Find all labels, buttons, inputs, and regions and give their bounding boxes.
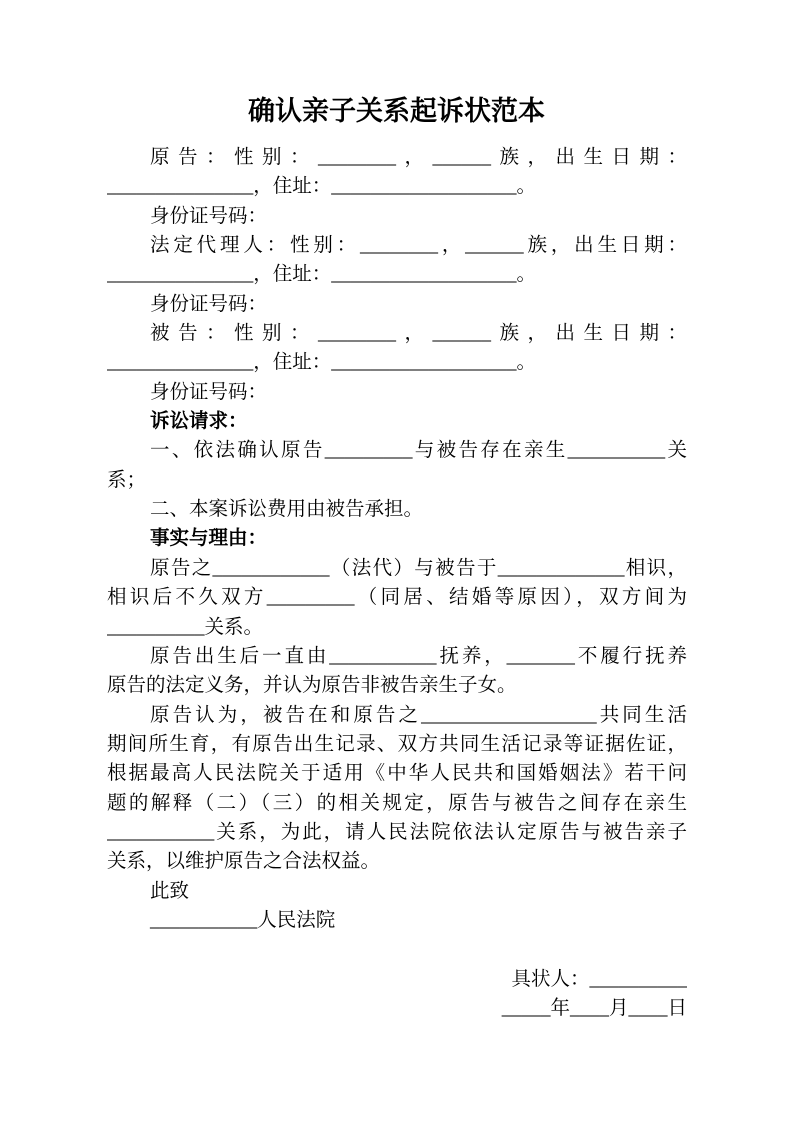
claim-line: 二、本案诉讼费用由被告承担。 xyxy=(150,499,424,521)
claims-heading: 诉讼请求： xyxy=(150,411,248,433)
facts-line: ___________关系，为此，请人民法院依法认定原告与被告亲子 xyxy=(107,821,687,843)
facts-line: 关系，以维护原告之合法权益。 xyxy=(107,851,381,873)
facts-line: 题的解释（二）（三）的相关规定，原告与被告之间存在亲生 xyxy=(107,792,687,814)
signature-petitioner: 具状人：__________ xyxy=(511,968,687,990)
facts-line: 期间所生育，有原告出生记录、双方共同生活记录等证据佐证， xyxy=(107,733,687,755)
agent-id-line: 身份证号码： xyxy=(150,293,268,315)
facts-line: __________关系。 xyxy=(107,616,264,638)
document-title: 确认亲子关系起诉状范本 xyxy=(248,96,545,127)
defendant-address-line: _______________，住址：___________________。 xyxy=(107,352,537,374)
facts-line: 原告认为，被告在和原告之__________________共同生活 xyxy=(150,704,687,726)
facts-line: 相识后不久双方_________（同居、结婚等原因），双方间为 xyxy=(107,587,687,609)
claim-line: 系； xyxy=(107,469,147,491)
facts-line: 原告出生后一直由___________抚养，_______不履行抚养 xyxy=(150,645,687,667)
facts-heading: 事实与理由： xyxy=(150,528,268,550)
closing-court: ___________人民法院 xyxy=(150,909,336,931)
defendant-id-line: 身份证号码： xyxy=(150,381,268,403)
agent-info-line: 法定代理人：性别：________，______族，出生日期： xyxy=(150,235,687,257)
defendant-info-line: 被告：性别：________，______族，出生日期： xyxy=(150,323,687,345)
document-body xyxy=(107,143,687,1023)
agent-address-line: _______________，住址：___________________。 xyxy=(107,264,537,286)
blank-line xyxy=(107,935,687,964)
facts-line: 原告的法定义务，并认为原告非被告亲生子女。 xyxy=(107,675,517,697)
plaintiff-info-line: 原告：性别：________，______族，出生日期： xyxy=(150,147,687,168)
facts-line: 根据最高人民法院关于适用《中华人民共和国婚姻法》若干问 xyxy=(107,763,687,785)
claim-line: 一、依法确认原告_________与被告存在亲生__________关 xyxy=(150,440,687,462)
plaintiff-address-line: _______________，住址：___________________。 xyxy=(107,176,537,198)
signature-date: _____年____月____日 xyxy=(501,997,687,1019)
plaintiff-id-line: 身份证号码： xyxy=(150,205,268,227)
facts-line: 原告之____________（法代）与被告于_____________相识， xyxy=(150,557,687,579)
closing-salutation: 此致 xyxy=(150,880,190,902)
